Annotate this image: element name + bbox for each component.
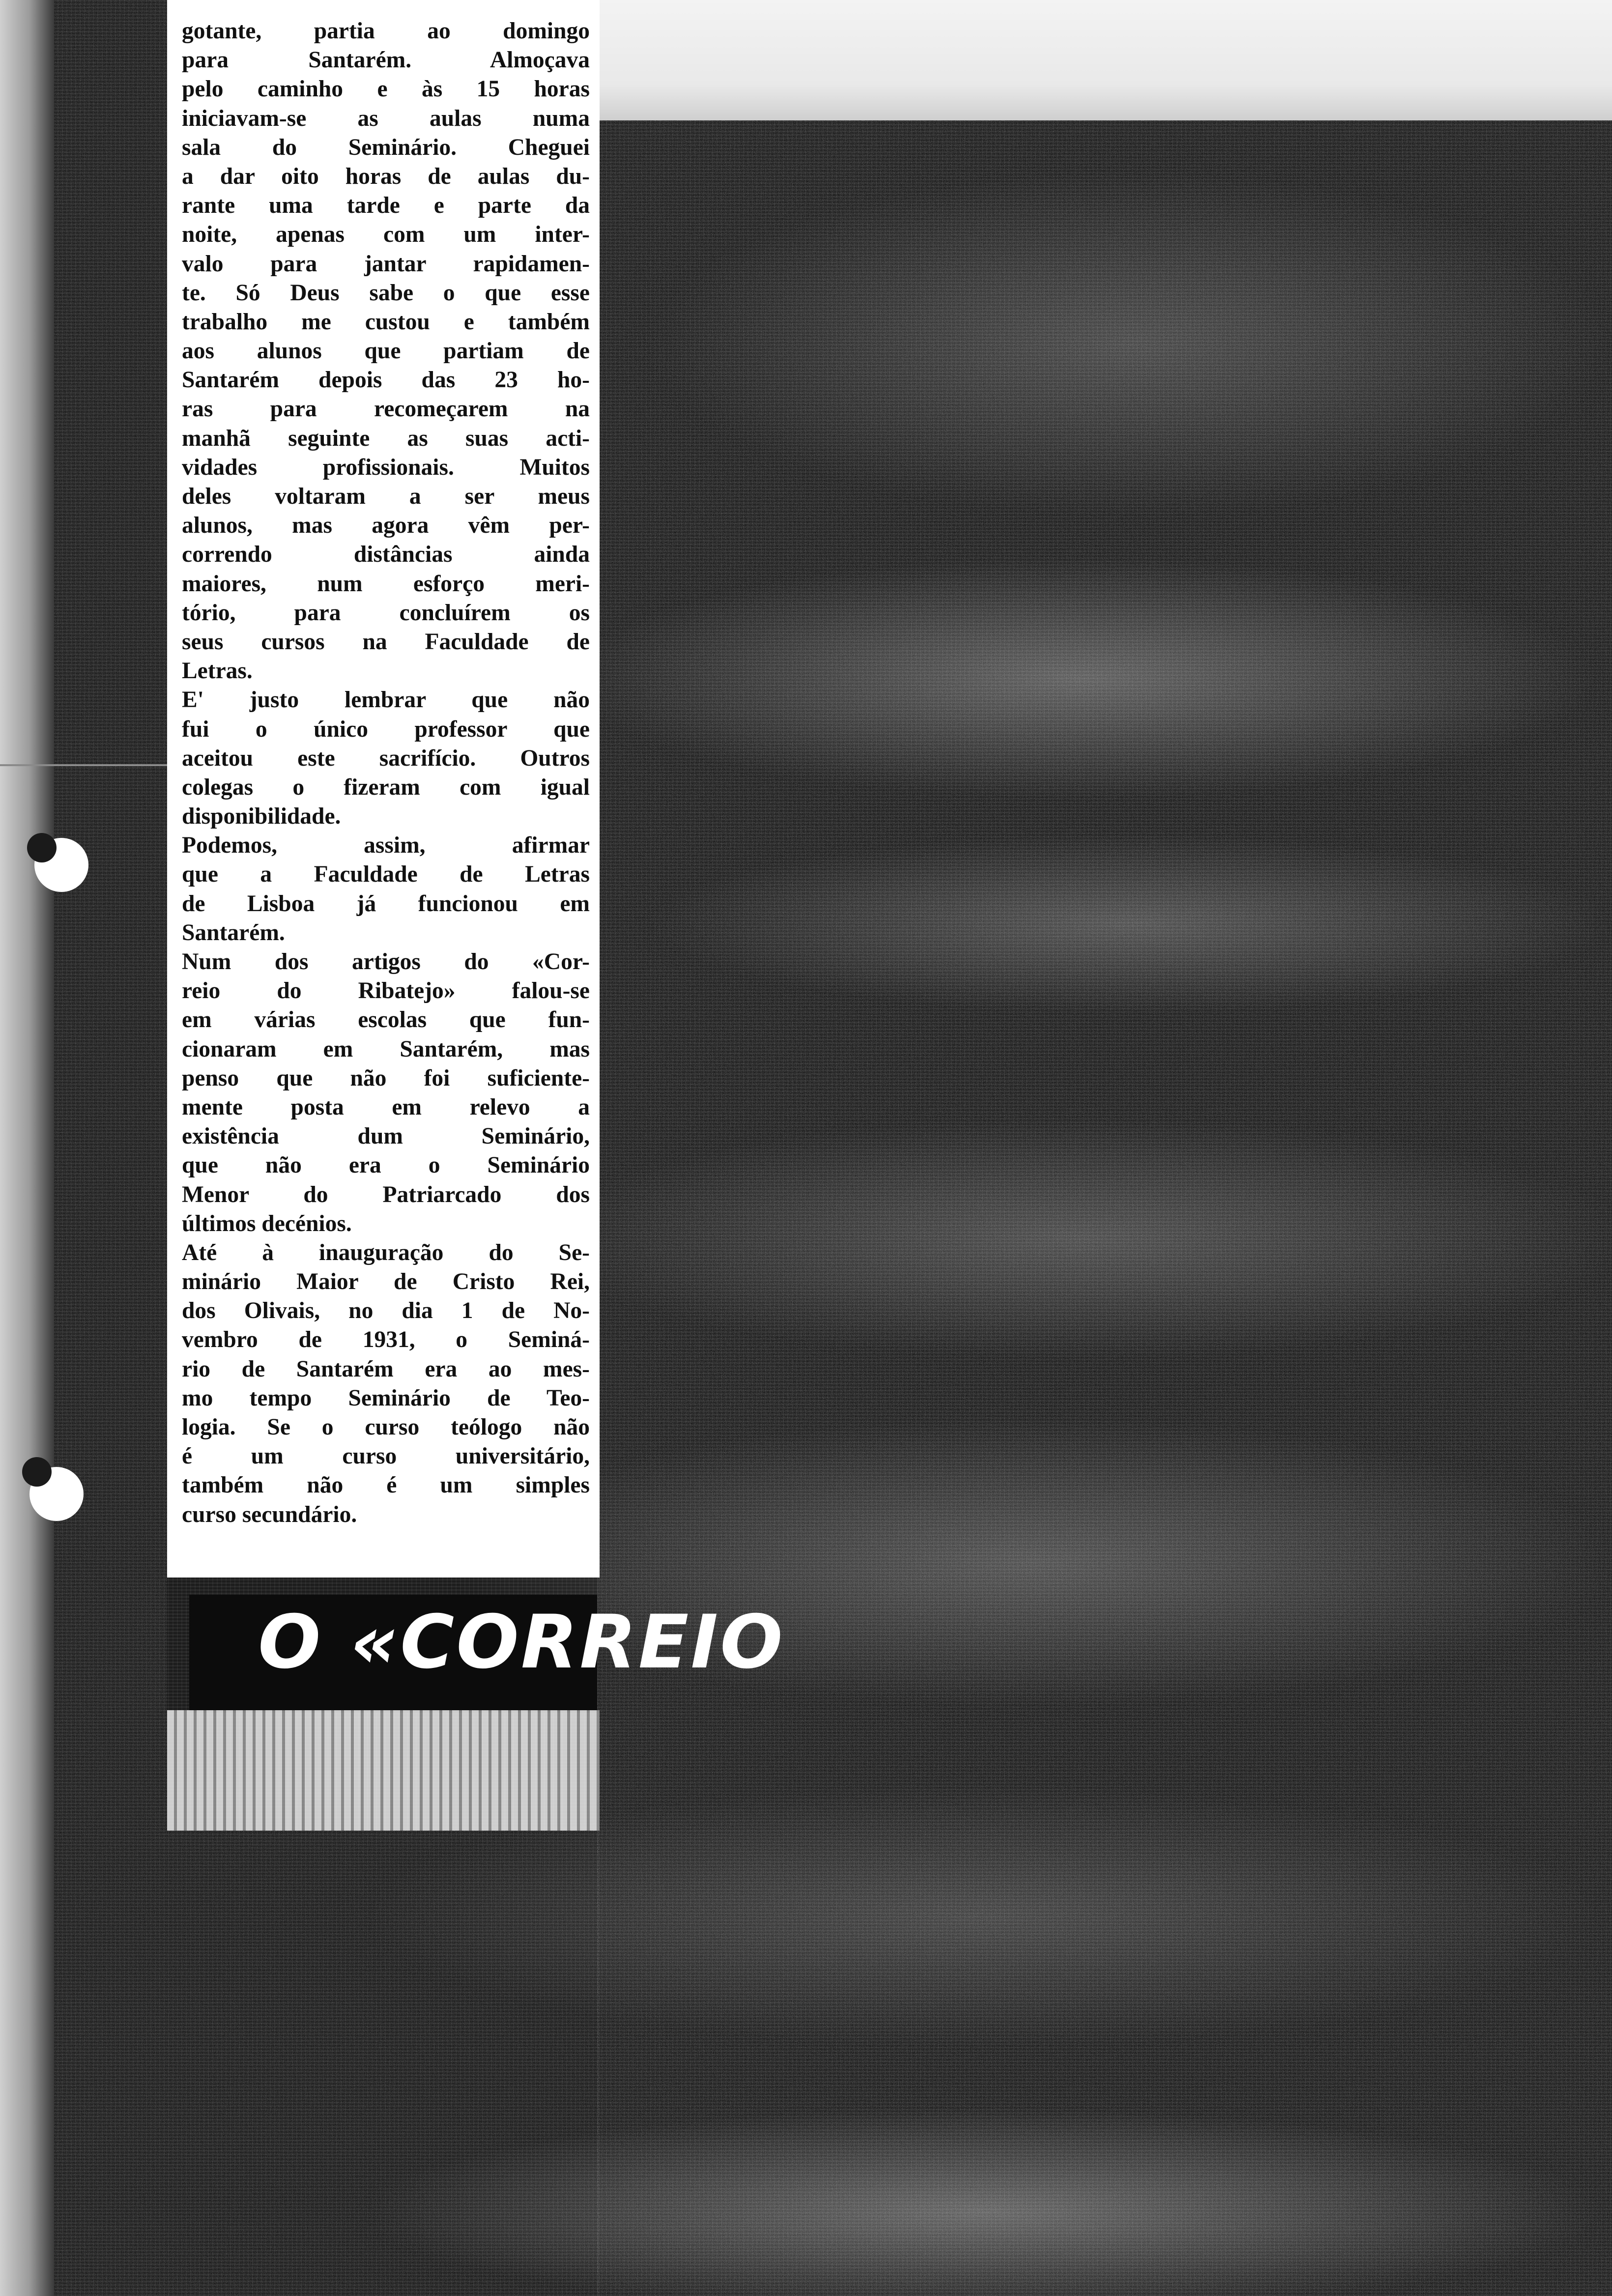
article-line: cionaram em Santarém, mas bbox=[182, 1036, 590, 1062]
article-line: Santarém. bbox=[182, 919, 285, 946]
left-margin-strip bbox=[0, 0, 54, 2296]
article-line: curso secundário. bbox=[182, 1501, 357, 1527]
article-line: penso que não foi suficiente- bbox=[182, 1065, 590, 1091]
article-line: trabalho me custou e também bbox=[182, 309, 590, 335]
article-line: Menor do Patriarcado dos bbox=[182, 1181, 590, 1207]
article-line: existência dum Seminário, bbox=[182, 1123, 590, 1149]
article-line: Até à inauguração do Se- bbox=[182, 1239, 590, 1265]
article-line: tório, para concluírem os bbox=[182, 600, 590, 626]
clipped-top-line bbox=[182, 2, 590, 17]
article-line: gotante, partia ao domingo bbox=[182, 18, 590, 44]
article-line: te. Só Deus sabe o que esse bbox=[182, 280, 590, 306]
article-line: aceitou este sacrifício. Outros bbox=[182, 745, 590, 771]
article-line: sala do Seminário. Cheguei bbox=[182, 134, 590, 160]
margin-rule bbox=[0, 764, 167, 766]
article-line: manhã seguinte as suas acti- bbox=[182, 425, 590, 451]
article-line: alunos, mas agora vêm per- bbox=[182, 513, 590, 539]
article-line: deles voltaram a ser meus bbox=[182, 484, 590, 509]
article-line: minário Maior de Cristo Rei, bbox=[182, 1269, 590, 1295]
article-line: ras para recomeçarem na bbox=[182, 396, 590, 422]
article-line: também não é um simples bbox=[182, 1472, 590, 1498]
article-line: Num dos artigos do «Cor- bbox=[182, 949, 590, 975]
article-line: que não era o Seminário bbox=[182, 1152, 590, 1178]
article-line: rio de Santarém era ao mes- bbox=[182, 1356, 590, 1382]
article-line: vidades profissionais. Muitos bbox=[182, 454, 590, 480]
article-line: mo tempo Seminário de Teo- bbox=[182, 1385, 590, 1411]
article-line: últimos decénios. bbox=[182, 1210, 352, 1236]
article-line: rante uma tarde e parte da bbox=[182, 193, 590, 219]
article-line: logia. Se o curso teólogo não bbox=[182, 1414, 590, 1440]
article-line: Santarém depois das 23 ho- bbox=[182, 367, 590, 393]
article-line: pelo caminho e às 15 horas bbox=[182, 76, 590, 102]
masthead-footer-noise bbox=[167, 1710, 600, 1831]
article-line: mente posta em relevo a bbox=[182, 1094, 590, 1120]
article-line: para Santarém. Almoçava bbox=[182, 47, 590, 73]
article-line: dos Olivais, no dia 1 de No- bbox=[182, 1298, 590, 1324]
article-line: Podemos, assim, afirmar bbox=[182, 832, 590, 859]
article-line: fui o único professor que bbox=[182, 716, 590, 742]
article-line: Letras. bbox=[182, 658, 253, 684]
article-line: a dar oito horas de aulas du- bbox=[182, 163, 590, 189]
article-body bbox=[182, 17, 590, 1529]
article-line: valo para jantar rapidamen- bbox=[182, 251, 590, 277]
article-line: vembro de 1931, o Seminá- bbox=[182, 1327, 590, 1353]
punch-hole-lower-inner bbox=[22, 1457, 52, 1487]
article-line: colegas o fizeram com igual bbox=[182, 774, 590, 800]
article-line: seus cursos na Faculdade de bbox=[182, 629, 590, 655]
punch-hole-upper-inner bbox=[27, 833, 57, 862]
newspaper-column bbox=[167, 0, 600, 1578]
article-line: correndo distâncias ainda bbox=[182, 542, 590, 568]
article-line: em várias escolas que fun- bbox=[182, 1007, 590, 1033]
article-line: iniciavam-se as aulas numa bbox=[182, 105, 590, 131]
article-line: maiores, num esforço meri- bbox=[182, 571, 590, 597]
article-line: E' justo lembrar que não bbox=[182, 687, 590, 713]
article-line: que a Faculdade de Letras bbox=[182, 861, 590, 888]
article-line: noite, apenas com um inter- bbox=[182, 222, 590, 248]
article-line: é um curso universitário, bbox=[182, 1443, 590, 1469]
masthead-title: O «CORREIO bbox=[258, 1600, 785, 1685]
article-line: aos alunos que partiam de bbox=[182, 338, 590, 364]
top-paper-strip bbox=[597, 0, 1612, 120]
article-line: reio do Ribatejo» falou-se bbox=[182, 978, 590, 1004]
article-line: de Lisboa já funcionou em bbox=[182, 890, 590, 917]
masthead-banner bbox=[189, 1595, 785, 1713]
article-line: disponibilidade. bbox=[182, 804, 341, 830]
